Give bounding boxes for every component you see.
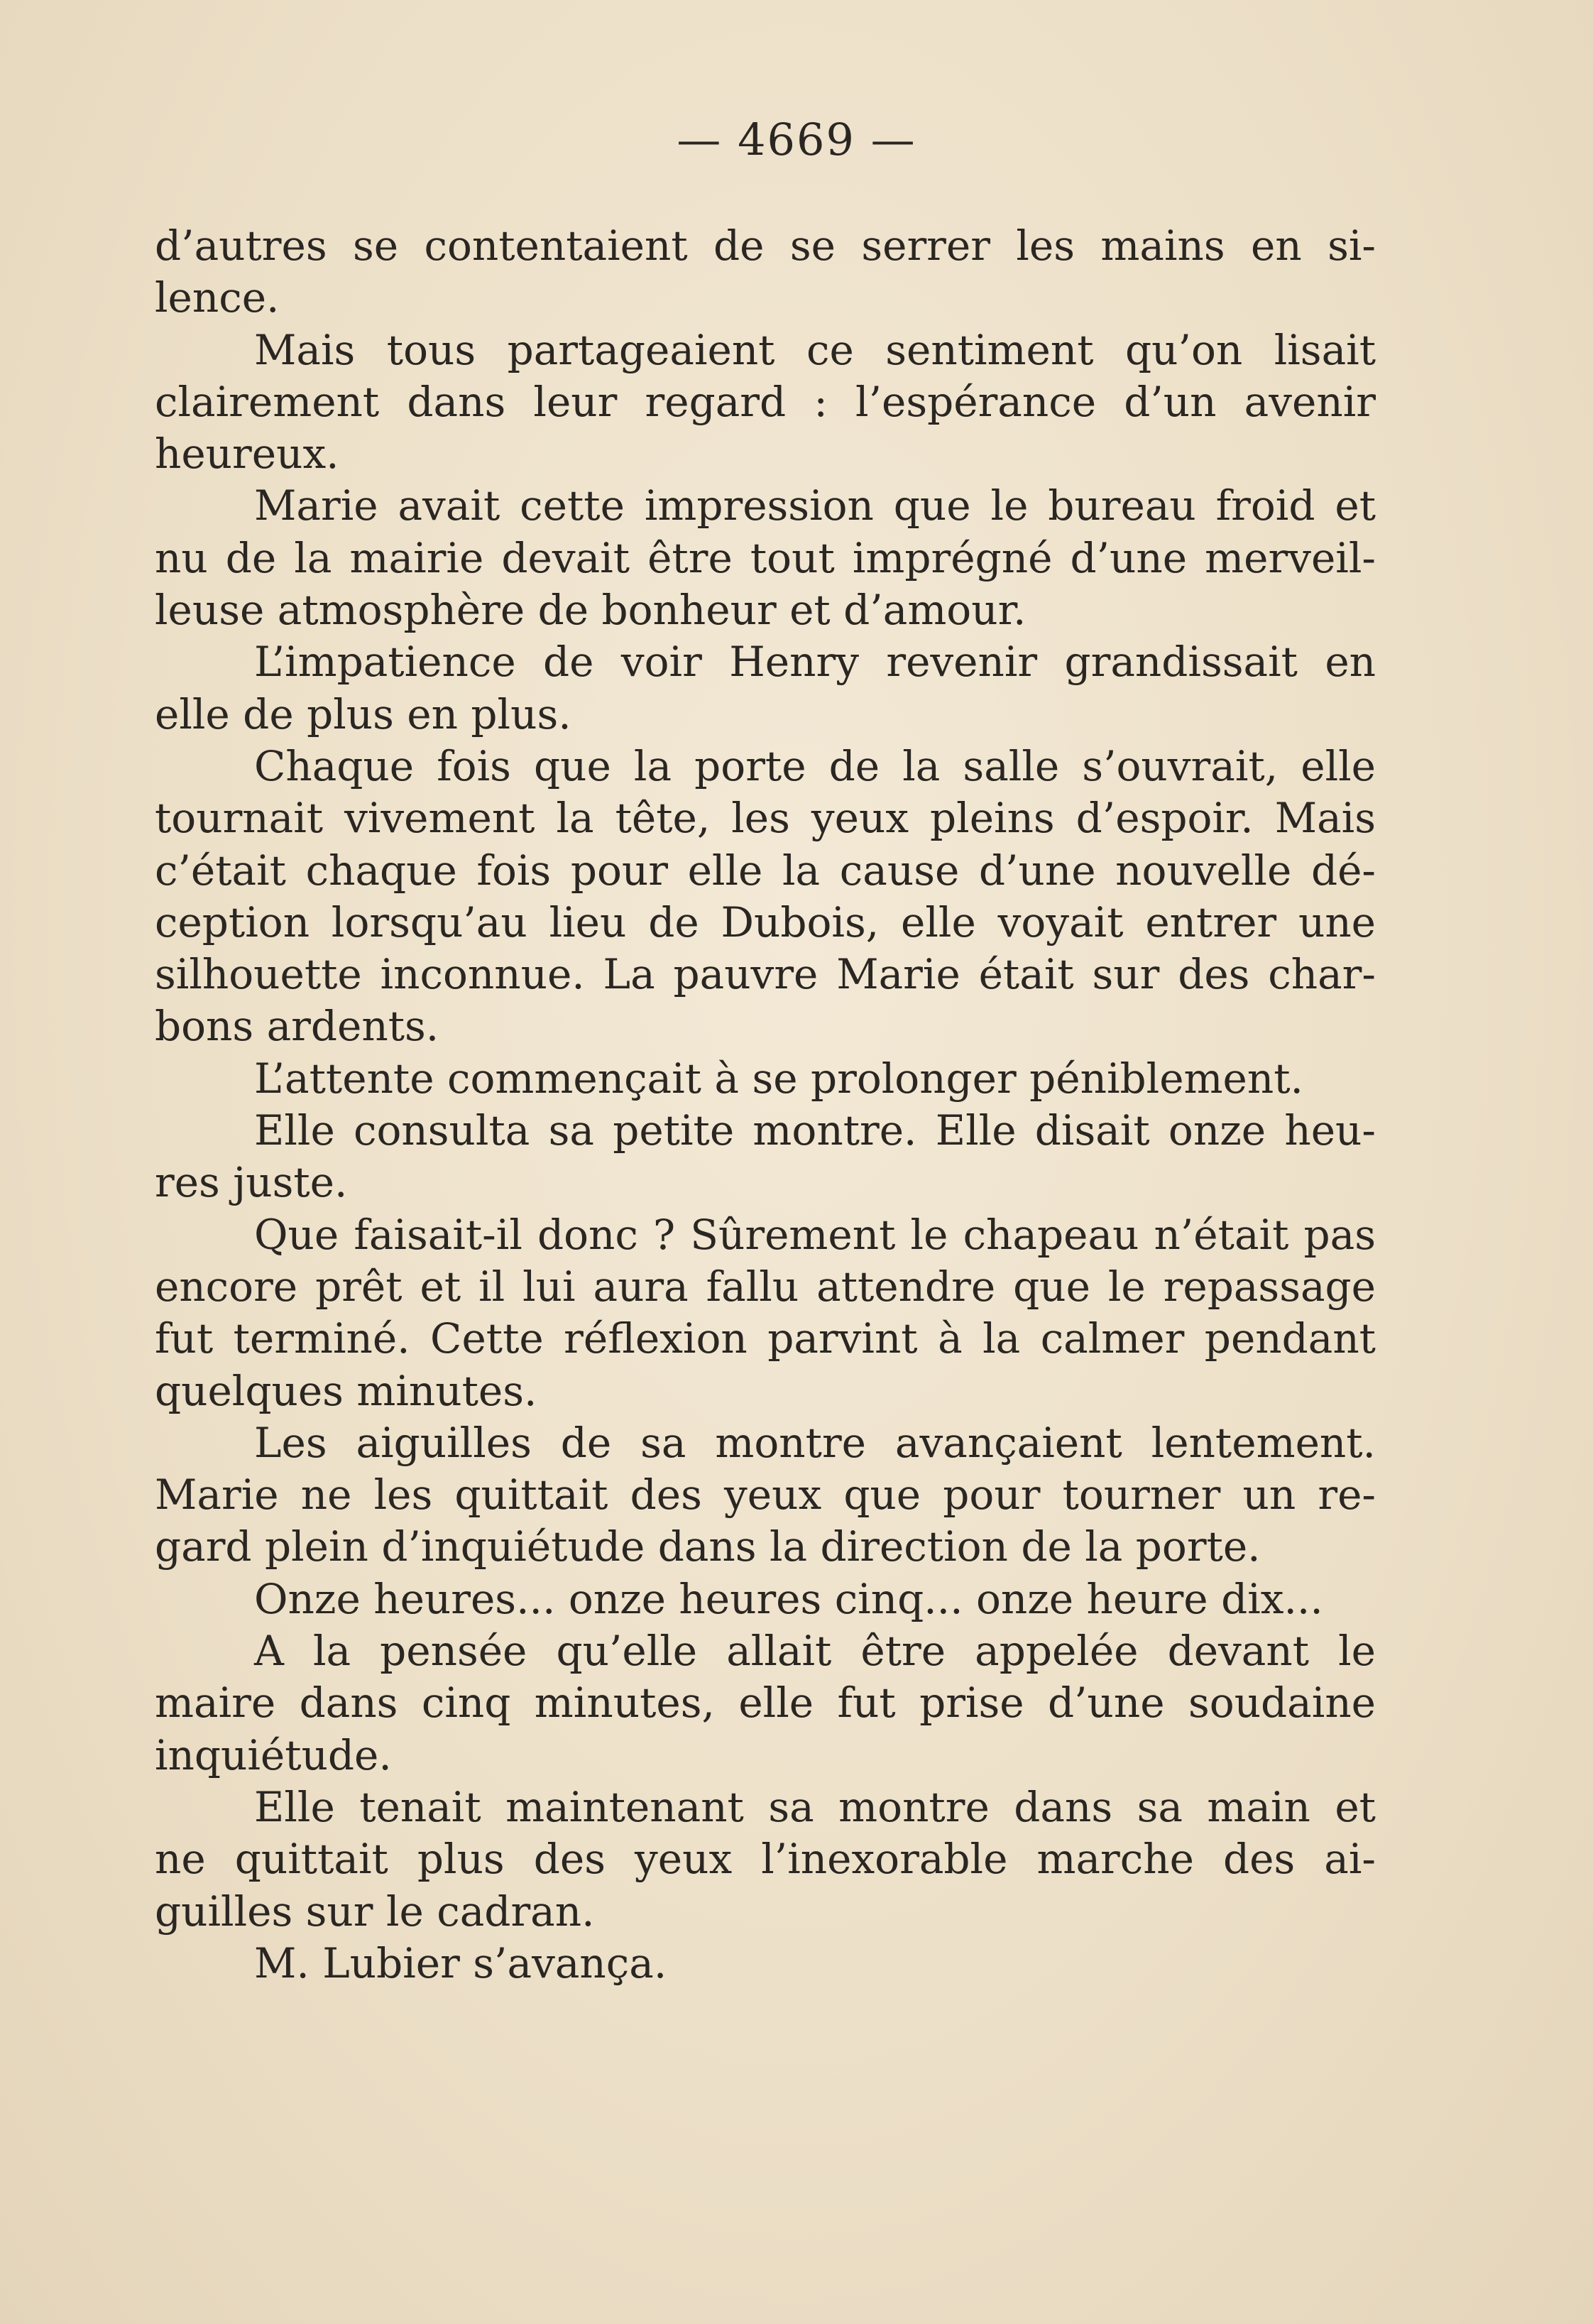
text-line: quelques minutes. <box>155 1366 537 1415</box>
text-line: ne quittait plus des yeux l’inexorable marche des ai- <box>155 1835 1376 1884</box>
text-line: Mais tous partageaient ce sentiment qu’on lisait <box>254 325 1376 374</box>
text-line: guilles sur le cadran. <box>155 1887 595 1936</box>
text-line: elle de plus en plus. <box>155 689 571 738</box>
text-line: Que faisait-il donc ? Sûrement le chapeau n’était pas <box>254 1210 1376 1259</box>
text-line: M. Lubier s’avança. <box>254 1938 667 1987</box>
body-text <box>155 220 1376 1990</box>
text-line: ception lorsqu’au lieu de Dubois, elle voyait entrer une <box>155 898 1376 946</box>
text-line: heureux. <box>155 430 339 479</box>
text-line: Les aiguilles de sa montre avançaient lentement. <box>254 1418 1376 1467</box>
text-line: encore prêt et il lui aura fallu attendre que le repassage <box>155 1262 1376 1311</box>
text-line: Elle consulta sa petite montre. Elle disait onze heu- <box>254 1106 1376 1155</box>
text-line: L’attente commençait à se prolonger péniblement. <box>254 1054 1303 1103</box>
text-line: Chaque fois que la porte de la salle s’ouvrait, elle <box>254 741 1376 790</box>
text-line: Onze heures... onze heures cinq... onze heure dix... <box>254 1574 1323 1623</box>
page-number: — 4669 — <box>677 114 916 165</box>
text-line: nu de la mairie devait être tout imprégné d’une merveil- <box>155 533 1376 582</box>
text-line: Marie avait cette impression que le bureau froid et <box>254 481 1376 530</box>
text-line: c’était chaque fois pour elle la cause d’une nouvelle dé- <box>155 846 1376 895</box>
text-line: res juste. <box>155 1158 348 1207</box>
text-line: gard plein d’inquiétude dans la direction de la porte. <box>155 1522 1261 1571</box>
text-line: maire dans cinq minutes, elle fut prise d’une soudaine <box>155 1679 1376 1728</box>
text-line: Marie ne les quittait des yeux que pour tourner un re- <box>155 1471 1376 1520</box>
text-line: tournait vivement la tête, les yeux pleins d’espoir. Mais <box>155 794 1376 843</box>
text-line: A la pensée qu’elle allait être appelée devant le <box>254 1627 1376 1676</box>
text-line: bons ardents. <box>155 1002 439 1051</box>
text-line: clairement dans leur regard : l’espérance d’un avenir <box>155 377 1376 426</box>
text-line: leuse atmosphère de bonheur et d’amour. <box>155 586 1027 635</box>
text-line: lence. <box>155 273 280 322</box>
text-line: L’impatience de voir Henry revenir grandissait en <box>254 638 1376 687</box>
text-line: fut terminé. Cette réflexion parvint à la calmer pendant <box>155 1314 1376 1363</box>
text-line: Elle tenait maintenant sa montre dans sa main et <box>254 1782 1376 1831</box>
text-line: inquiétude. <box>155 1730 392 1779</box>
text-line: d’autres se contentaient de se serrer les mains en si- <box>155 222 1376 270</box>
text-line: silhouette inconnue. La pauvre Marie était sur des char- <box>155 950 1376 999</box>
